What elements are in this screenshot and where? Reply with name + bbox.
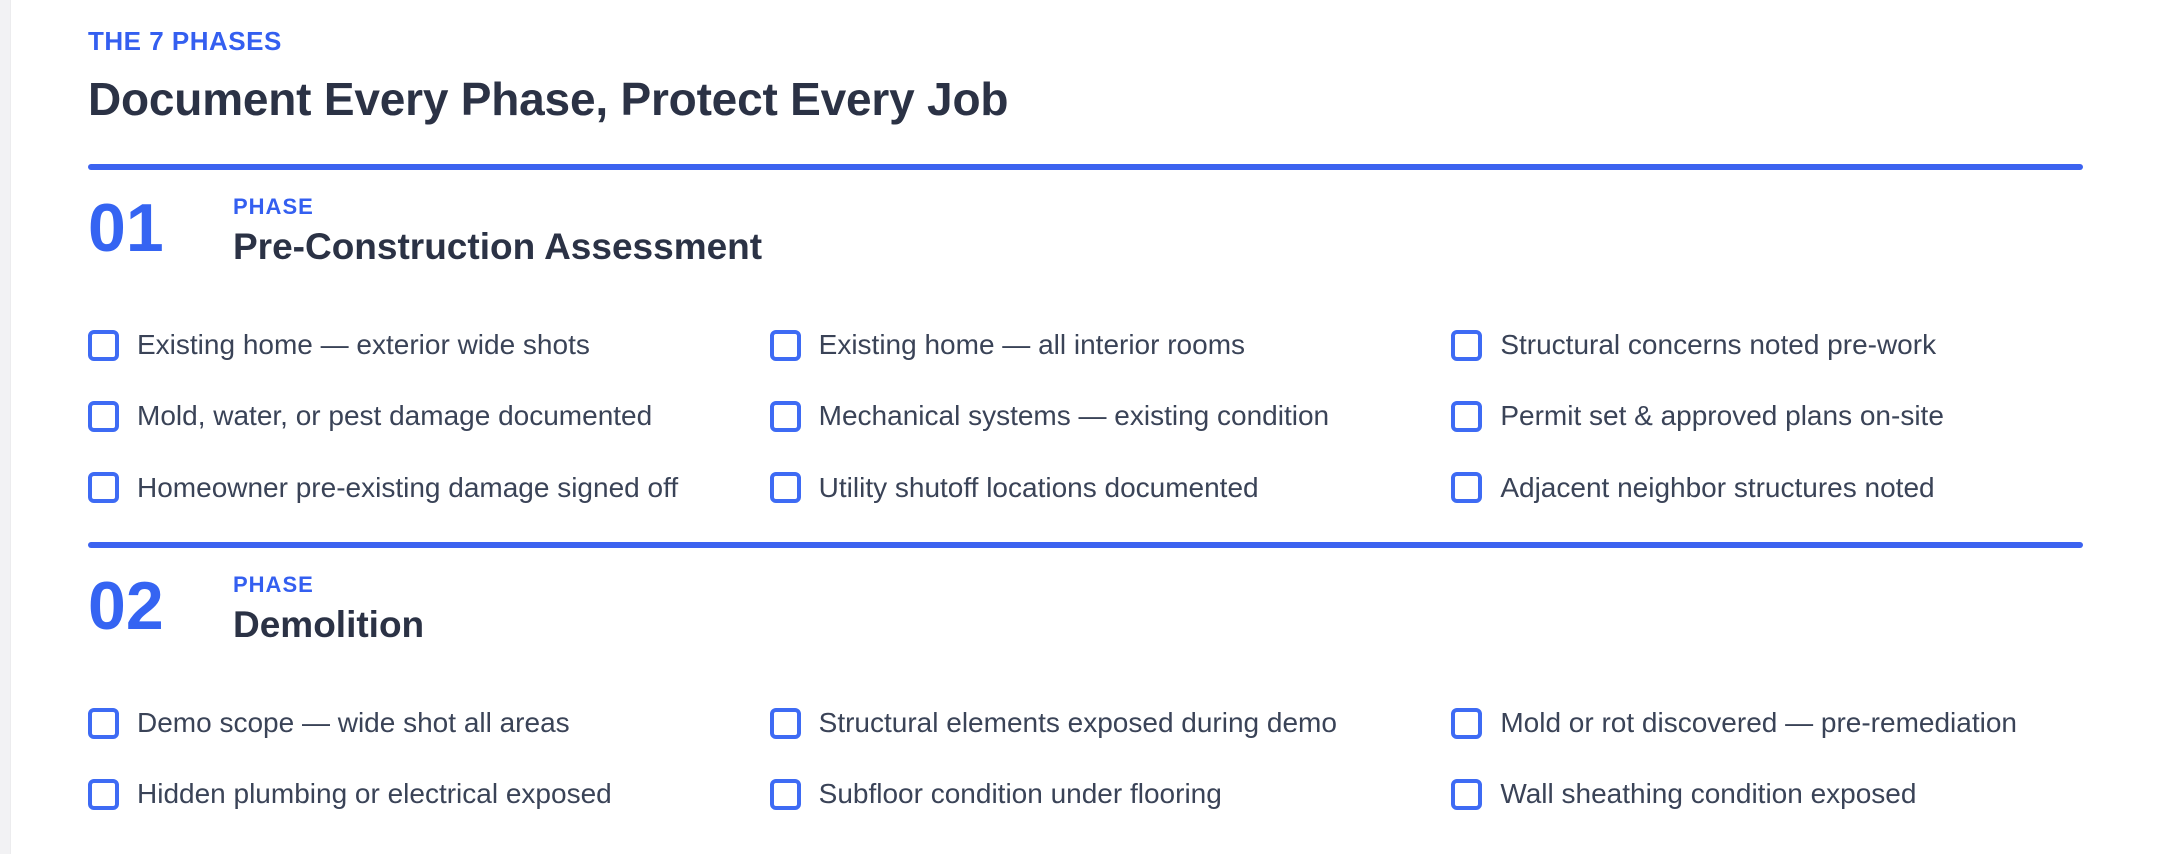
checkbox[interactable] [88,708,119,739]
checklist-item-label: Mold, water, or pest damage documented [137,400,653,432]
checklist-item-label: Structural concerns noted pre-work [1500,329,1937,361]
phase-eyebrow-label: PHASE [233,193,314,219]
checklist-item-label: Structural elements exposed during demo [818,707,1337,739]
phases-checklist-section [88,0,2083,811]
checklist-item-label: Hidden plumbing or electrical exposed [137,778,612,810]
checklist-item[interactable] [770,472,1402,504]
checklist-item[interactable] [770,778,1402,810]
phase-title: Demolition [233,603,425,645]
checkbox[interactable] [770,708,801,739]
checklist-item-label: Wall sheathing condition exposed [1500,778,1917,810]
checklist-item[interactable] [88,472,720,504]
phase-meta [233,572,424,647]
checklist-item-label: Demo scope — wide shot all areas [137,707,570,739]
checklist-item[interactable] [1451,472,2083,504]
checklist-item[interactable] [1451,329,2083,361]
phase-eyebrow-label: PHASE [233,571,314,597]
checkbox[interactable] [1451,330,1482,361]
checkbox[interactable] [88,401,119,432]
window-edge-strip [0,0,11,854]
checkbox[interactable] [770,472,801,503]
checkbox[interactable] [1451,472,1482,503]
checkbox[interactable] [1451,401,1482,432]
phase-header [88,189,2083,269]
checklist-item-label: Homeowner pre-existing damage signed off [137,471,679,503]
checklist-item-label: Existing home — exterior wide shots [137,329,590,361]
section-eyebrow: THE 7 PHASES [88,26,282,56]
checklist-item-label: Utility shutoff locations documented [818,471,1259,503]
phase-divider-rule [88,164,2083,170]
checklist-item[interactable] [1451,707,2083,739]
checklist-item-label: Mold or rot discovered — pre-remediation [1500,707,2017,739]
phase-header [88,567,2083,647]
checklist-item[interactable] [770,707,1402,739]
phase-title: Pre-Construction Assessment [233,225,763,267]
section-title: Document Every Phase, Protect Every Job [88,73,1009,125]
checkbox[interactable] [1451,708,1482,739]
phase-divider-rule [88,542,2083,548]
phase-meta [233,194,762,269]
checkbox[interactable] [770,330,801,361]
checkbox[interactable] [1451,779,1482,810]
phases-container [88,164,2083,811]
phase-number: 01 [88,189,164,266]
checklist-item[interactable] [88,329,720,361]
checkbox[interactable] [88,472,119,503]
phase-checklist-grid [88,329,2083,504]
checkbox[interactable] [770,401,801,432]
checklist-item[interactable] [1451,778,2083,810]
phase-checklist-grid [88,707,2083,810]
checklist-item[interactable] [1451,400,2083,432]
checklist-item[interactable] [770,329,1402,361]
phase-section [88,542,2083,811]
checklist-item-label: Adjacent neighbor structures noted [1500,471,1935,503]
checklist-item-label: Existing home — all interior rooms [818,329,1246,361]
checklist-item-label: Permit set & approved plans on-site [1500,400,1944,432]
checkbox[interactable] [88,330,119,361]
checkbox[interactable] [88,779,119,810]
checklist-item[interactable] [88,400,720,432]
checklist-item-label: Subfloor condition under flooring [818,778,1222,810]
checklist-item[interactable] [88,778,720,810]
checklist-item[interactable] [88,707,720,739]
phase-number: 02 [88,567,164,644]
checklist-item-label: Mechanical systems — existing condition [818,400,1330,432]
phase-section [88,164,2083,504]
checklist-item[interactable] [770,400,1402,432]
checkbox[interactable] [770,779,801,810]
